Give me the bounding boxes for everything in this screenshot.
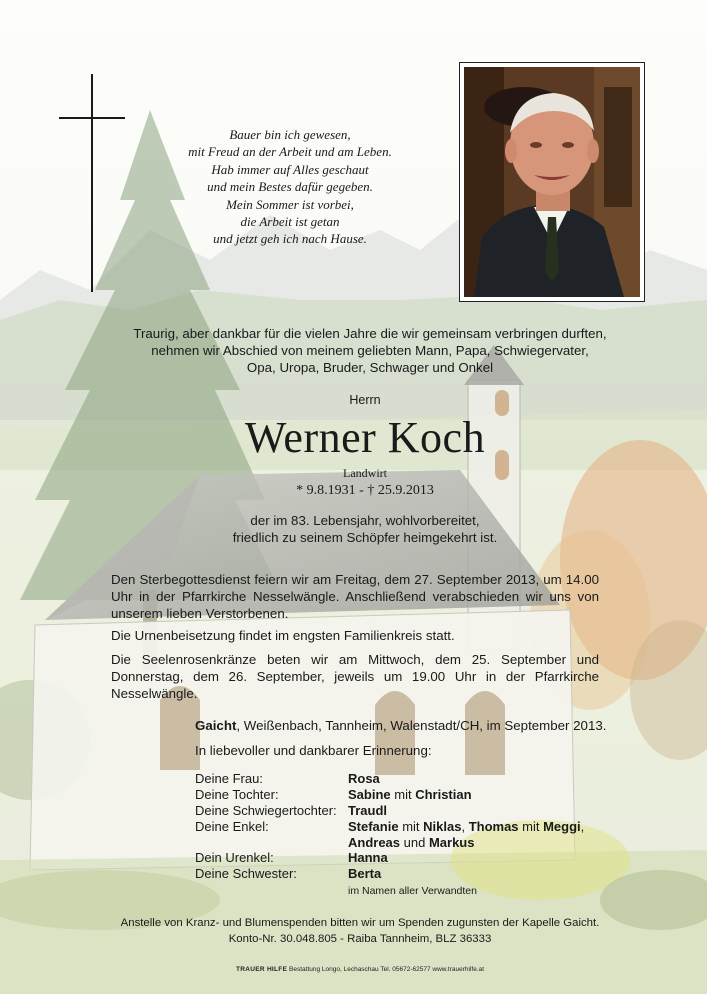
funeral-home-footer: [150, 966, 570, 973]
place-rest: , Weißenbach, Tannheim, Walenstadt/CH, im September 2013.: [236, 718, 607, 733]
poem-line: und jetzt geh ich nach Hause.: [213, 231, 367, 247]
intro-line: nehmen wir Abschied von meinem geliebten Mann, Papa, Schwiegervater,: [151, 343, 589, 358]
passing-text: [170, 512, 560, 546]
relation-names: Stefanie mit Niklas, Thomas mit Meggi, Andreas und Markus: [348, 819, 585, 850]
poem-line: Mein Sommer ist vorbei,: [226, 196, 354, 212]
life-dates: * 9.8.1931 - † 25.9.2013: [296, 483, 434, 498]
family-row-wife: [195, 771, 615, 787]
portrait-photo: [464, 67, 640, 297]
poem-line: die Arbeit ist getan: [240, 214, 340, 230]
family-row-daughter: [195, 787, 615, 803]
rosary-paragraph: Die Seelenrosenkränze beten wir am Mittwoch, dem 25. September und Donnerstag, dem 26. September, jeweils um 19.00 Uhr in der Pfarrkirche Nesselwängle.: [111, 652, 599, 701]
relation-label: Dein Urenkel:: [195, 850, 274, 865]
intro-line: Traurig, aber dankbar für die vielen Jahre die wir gemeinsam verbringen durften,: [133, 326, 607, 341]
donation-bank-line: Konto-Nr. 30.048.805 - Raiba Tannheim, BLZ 36333: [228, 932, 492, 945]
poem-line: und mein Bestes dafür gegeben.: [207, 179, 373, 195]
family-row-daughter-in-law: [195, 803, 615, 819]
honorific: Herrn: [349, 393, 381, 407]
relation-names: Traudl: [348, 803, 388, 818]
place-town: Gaicht: [195, 718, 237, 733]
intro-line: Opa, Uropa, Bruder, Schwager und Onkel: [246, 360, 494, 375]
passing-line: friedlich zu seinem Schöpfer heimgekehrt ist.: [232, 530, 498, 545]
poem-line: mit Freud an der Arbeit und am Leben.: [188, 144, 392, 160]
relation-label: Deine Schwiegertochter:: [195, 803, 337, 818]
relation-names: Berta: [348, 866, 382, 881]
relation-names: Rosa: [348, 771, 380, 786]
donation-note: [90, 916, 630, 947]
relation-names: Sabine mit Christian: [348, 787, 472, 802]
donation-line: Anstelle von Kranz- und Blumenspenden bitten wir um Spenden zugunsten der Kapelle Gaicht.: [120, 917, 600, 929]
relation-label: Deine Enkel:: [195, 819, 269, 834]
requiem-paragraph: Den Sterbegottesdienst feiern wir am Freitag, dem 27. September 2013, um 14.00 Uhr in der Pfarrkirche Nesselwängle. Anschließend verabschieden wir uns von unserem lieben Verstorbenen.: [111, 572, 599, 621]
poem-line: Bauer bin ich gewesen,: [229, 127, 351, 142]
relation-label: Deine Schwester:: [195, 866, 297, 881]
all-relatives-note: im Namen aller Verwandten: [348, 885, 477, 897]
deceased-name: Werner Koch: [244, 413, 486, 462]
intro-text: [80, 325, 660, 376]
relation-names: Hanna: [348, 850, 388, 865]
deceased-occupation: Landwirt: [343, 466, 387, 480]
funeral-home-brand: TRAUER HILFE: [235, 966, 288, 973]
place-date-line: [195, 718, 625, 733]
family-row-grandchildren: [195, 819, 615, 850]
cross-icon-bar: [59, 117, 125, 119]
relation-label: Deine Frau:: [195, 771, 263, 786]
family-row-great-grandchild: [195, 850, 615, 866]
portrait-photo-frame: [459, 62, 645, 302]
funeral-home-details: Bestattung Longo, Lechaschau Tel. 05672-62577 www.trauerhilfe.at: [287, 966, 485, 973]
poem: [180, 126, 400, 248]
memory-line: In liebevoller und dankbarer Erinnerung:: [195, 743, 432, 758]
urn-burial-paragraph: Die Urnenbeisetzung findet im engsten Familienkreis statt.: [111, 628, 455, 643]
passing-line: der im 83. Lebensjahr, wohlvorbereitet,: [250, 513, 480, 528]
family-row-sister: [195, 866, 615, 882]
cross-icon: [91, 74, 93, 292]
poem-line: Hab immer auf Alles geschaut: [211, 161, 369, 177]
relation-label: Deine Tochter:: [195, 787, 279, 802]
family-list: [195, 771, 615, 882]
